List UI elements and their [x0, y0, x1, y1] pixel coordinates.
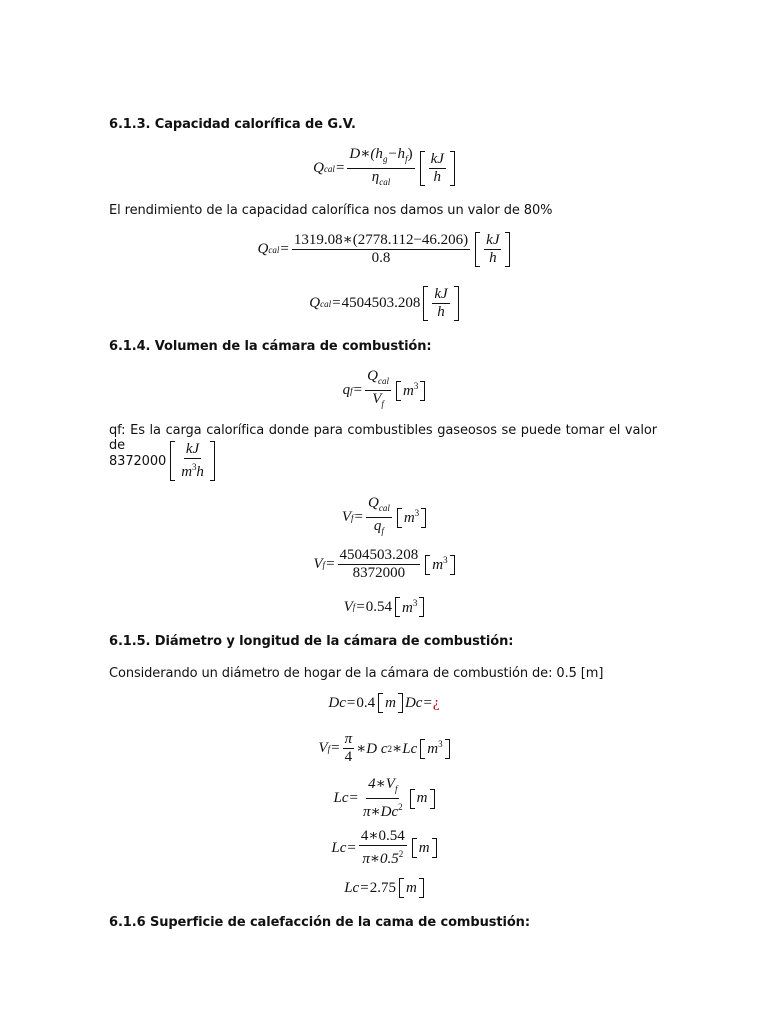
equation-lc-result: Lc = 2.75 m	[0, 878, 768, 898]
section-heading-6-1-4: 6.1.4. Volumen de la cámara de combustión:	[109, 339, 432, 354]
equation-qcal-result: Q cal = 4504503.208 $\frac{kJ}{h}$	[0, 286, 768, 321]
paragraph-rendimiento: El rendimiento de la capacidad calorífica nos damos un valor de 80%	[109, 203, 553, 218]
paragraph-qf-description: qf: Es la carga calorífica donde para combustibles gaseosos se puede tomar el valor de	[109, 423, 657, 453]
equation-vf-formula: V f = $\frac{Q_{cal}}{q_f}$ $m^3$	[0, 495, 768, 540]
broken-field-marker: ¿	[432, 694, 440, 711]
equation-qf-formula: q f = $\frac{Q_{cal}}{V_f}$ $m^3$	[0, 368, 768, 413]
equation-vf-result: V f = 0.54 $m^3$	[0, 597, 768, 617]
qf-value-text: 8372000	[109, 453, 167, 469]
equation-lc-formula: Lc = $\frac{4∗V_f}{\pi∗Dc^2}$ m	[0, 776, 768, 821]
equation-qcal-formula: Q cal = $\frac{D∗(h_g-h_f)}{\eta_{cal}}$ $\frac{kJ}{h}$	[0, 146, 768, 191]
equation-dc-value: Dc = 0.4 m Dc = ¿	[0, 693, 768, 713]
paragraph-qf-value: 8372000 $\frac{kJ}{m^3h}$	[109, 441, 215, 481]
equation-qcal-substitution: Q cal = $\frac{1319.08∗(2778.112-46.206)}{0.8}$ $\frac{kJ}{h}$	[0, 232, 768, 267]
equation-vf-cylinder: V f = $\frac{\pi}{4}$ ∗D c 2 ∗Lc $m^3$	[0, 731, 768, 766]
section-heading-6-1-6: 6.1.6 Superficie de calefacción de la cama de combustión:	[109, 915, 530, 930]
equation-lc-substitution: Lc = $\frac{4∗0.54}{\pi∗0.5^2}$ m	[0, 828, 768, 868]
paragraph-diametro: Considerando un diámetro de hogar de la cámara de combustión de: 0.5 [m]	[109, 666, 604, 681]
equation-vf-substitution: V f = $\frac{4504503.208}{8372000}$ $m^3$	[0, 547, 768, 582]
section-heading-6-1-5: 6.1.5. Diámetro y longitud de la cámara de combustión:	[109, 634, 514, 649]
section-heading-6-1-3: 6.1.3. Capacidad calorífica de G.V.	[109, 117, 356, 132]
